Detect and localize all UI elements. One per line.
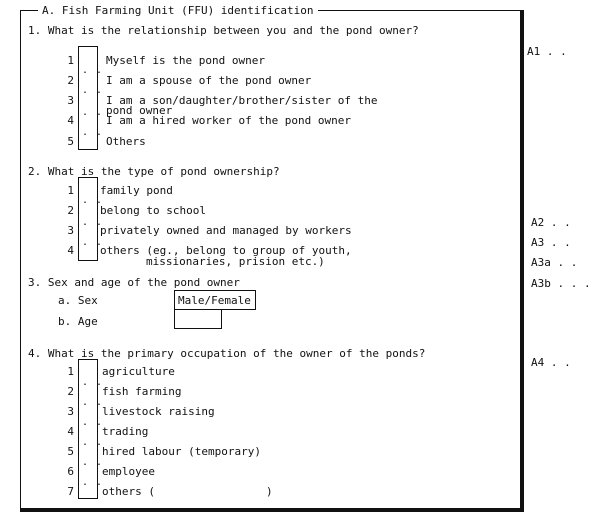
q1-option-5: Others [106,135,146,148]
answer-dots: . . [82,437,104,448]
option-number: 1 [67,184,74,197]
option-number: 2 [67,204,74,217]
option-number: 4 [67,244,74,257]
option-number: 2 [67,74,74,87]
answer-dots: . . [82,237,104,248]
q2-option-4-cont: missionaries, prision etc.) [146,255,325,268]
answer-dots: . . [82,127,104,138]
option-number: 4 [67,114,74,127]
answer-dots: . . [82,85,104,96]
answer-dots: . . [82,377,104,388]
option-number: 3 [67,224,74,237]
q2-option-1: family pond [100,184,173,197]
code-a2: A2 . . [531,216,571,229]
sex-field[interactable]: Male/Female [174,290,256,310]
answer-dots: . . [82,217,104,228]
q4-option-6: employee [102,465,155,478]
option-number: 4 [67,425,74,438]
option-number: 1 [67,365,74,378]
code-a4: A4 . . [531,356,571,369]
q4-option-3: livestock raising [102,405,215,418]
answer-dots: . . [82,417,104,428]
q1-option-1: Myself is the pond owner [106,54,265,67]
answer-dots: . . [82,457,104,468]
question-3-label: 3. Sex and age of the pond owner [28,276,240,289]
q1-option-3: I am a son/daughter/brother/sister of the [106,94,378,107]
frame-shadow-bottom [20,508,524,511]
sex-label: a. Sex [58,294,98,307]
option-number: 5 [67,135,74,148]
age-field[interactable] [174,309,222,329]
option-number: 3 [67,94,74,107]
q4-option-2: fish farming [102,385,182,398]
q4-option-7: others ( [102,485,155,498]
answer-dots: . . [82,477,104,488]
age-label: b. Age [58,315,98,328]
q2-option-2: belong to school [100,204,206,217]
section-title: A. Fish Farming Unit (FFU) identification [38,4,318,18]
q4-option-7-close: ) [266,485,273,498]
question-1-label: 1. What is the relationship between you and the pond owner? [28,24,419,37]
answer-dots: . . [82,397,104,408]
q4-option-5: hired labour (temporary) [102,445,261,458]
code-a3: A3 . . [531,236,571,249]
q1-option-4: I am a hired worker of the pond owner [106,114,352,127]
q1-option-2: I am a spouse of the pond owner [106,74,312,87]
option-number: 6 [67,465,74,478]
question-4-label: 4. What is the primary occupation of the owner of the ponds? [28,347,426,360]
code-a3a: A3a . . [531,256,578,269]
option-number: 5 [67,445,74,458]
q4-option-4: trading [102,425,149,438]
option-number: 7 [67,485,74,498]
q2-option-3: privately owned and managed by workers [100,224,352,237]
option-number: 1 [67,54,74,67]
answer-dots: . . [82,195,104,206]
answer-dots: . . [82,107,104,118]
frame-shadow-right [520,10,523,510]
q2-option-4: others (eg., belong to group of youth, [100,244,352,257]
code-a1: A1 . . [527,45,567,58]
question-2-label: 2. What is the type of pond ownership? [28,165,280,178]
answer-dots: . . [82,65,104,76]
code-a3b: A3b . . . [531,277,591,290]
q4-option-1: agriculture [102,365,175,378]
q1-option-3-cont: pond owner [106,104,173,117]
option-number: 2 [67,385,74,398]
option-number: 3 [67,405,74,418]
